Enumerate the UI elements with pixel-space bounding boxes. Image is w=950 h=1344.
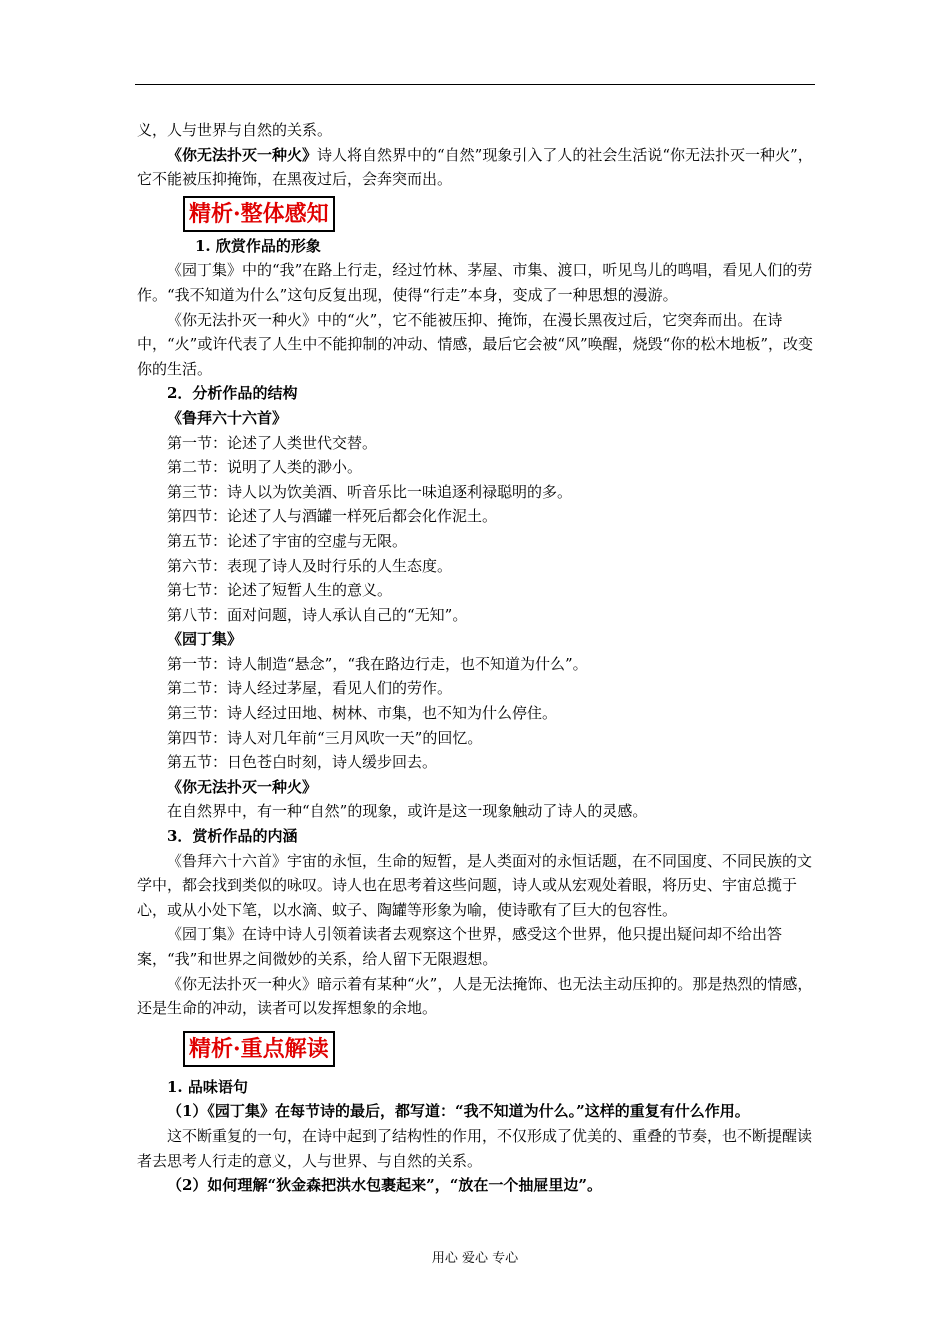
poem1-line: 第四节：论述了人与酒罐一样死后都会化作泥土。 (167, 507, 498, 526)
section2-heading-wrap (137, 1031, 813, 1067)
book-title: 《你无法扑灭一种火》 (167, 145, 318, 164)
poem1-line: 第七节：论述了短暂人生的意义。 (167, 581, 393, 600)
poem2-line: 第一节：诗人制造“悬念”，“我在路边行走，也不知道为什么”。 (167, 654, 588, 673)
section1-heading-wrap (137, 196, 813, 232)
section1-item3-p2: 《园丁集》在诗中诗人引领着读者去观察这个世界，感受这个世界，他只提出疑问却不给出答案，“我”和世界之间微妙的关系，给人留下无限遐想。 (137, 925, 783, 968)
poem1-line: 第一节：论述了人类世代交替。 (167, 433, 378, 452)
poem2-line: 第四节：诗人对几年前“三月风吹一天”的回忆。 (167, 728, 483, 747)
page-footer: 用心 爱心 专心 (431, 1251, 519, 1266)
section1-item2-title: 2．分析作品的结构 (167, 384, 298, 403)
poem1-line: 第六节：表现了诗人及时行乐的人生态度。 (167, 556, 453, 575)
question-2: （2）如何理解“狄金森把洪水包裹起来”，“放在一个抽屉里边”。 (167, 1176, 602, 1195)
poem2-line: 第二节：诗人经过茅屋，看见人们的劳作。 (167, 679, 453, 698)
section1-item1-p2: 《你无法扑灭一种火》中的“火”，它不能被压抑、掩饰，在漫长黑夜过后，它突奔而出。在诗中，“火”或许代表了人生中不能抑制的冲动、情感，最后它会被“风”唤醒，烧毁“你的松木地板”，改变你的生活。 (137, 310, 814, 378)
section1-item1-title: 1. 欣赏作品的形象 (195, 236, 321, 255)
document-body (137, 118, 813, 1198)
intro-line: 义，人与世界与自然的关系。 (137, 121, 333, 139)
section2-heading: 精析·重点解读 (183, 1031, 335, 1067)
section1-item3-p3: 《你无法扑灭一种火》暗示着有某种“火”，人是无法掩饰、也无法主动压抑的。那是热烈的情感，还是生命的冲动，读者可以发挥想象的余地。 (137, 974, 813, 1018)
poem2-line: 第五节：日色苍白时刻，诗人缓步回去。 (167, 753, 438, 772)
poem3-title: 《你无法扑灭一种火》 (167, 777, 318, 796)
header-rule (135, 84, 815, 85)
poem2-title: 《园丁集》 (167, 630, 243, 649)
intro-paragraph-text: 诗人将自然界中的“自然”现象引入了人的社会生活说“你无法扑灭一种火”，它不能被压抑掩饰，在黑夜过后，会奔突而出。 (137, 145, 813, 189)
section1-item1-p1: 《园丁集》中的“我”在路上行走，经过竹林、茅屋、市集、渡口，听见鸟儿的鸣唱，看见人们的劳作。“我不知道为什么”这句反复出现，使得“行走”本身，变成了一种思想的漫游。 (137, 261, 813, 304)
question-1: （1）《园丁集》在每节诗的最后，都写道：“我不知道为什么。”这样的重复有什么作用。 (167, 1102, 750, 1121)
section1-heading: 精析·整体感知 (183, 196, 335, 232)
section1-item3-p1: 《鲁拜六十六首》宇宙的永恒，生命的短暂，是人类面对的永恒话题，在不同国度、不同民族的文学中，都会找到类似的咏叹。诗人也在思考着这些问题，诗人或从宏观处着眼，将历史、宇宙总揽于心，或从小处下笔，以水滴、蚊子、陶罐等形象为喻，使诗歌有了巨大的包容性。 (137, 851, 813, 919)
poem1-line: 第二节：说明了人类的渺小。 (167, 458, 363, 477)
intro-paragraph (137, 143, 813, 192)
poem1-line: 第三节：诗人以为饮美酒、听音乐比一味追逐利禄聪明的多。 (167, 482, 573, 501)
section2-item1-title: 1. 品味语句 (167, 1077, 248, 1096)
poem2-line: 第三节：诗人经过田地、树林、市集，也不知为什么停住。 (167, 704, 558, 723)
poem1-line: 第五节：论述了宇宙的空虚与无限。 (167, 531, 408, 550)
poem1-title: 《鲁拜六十六首》 (167, 408, 288, 427)
section1-item3-title: 3．赏析作品的内涵 (167, 827, 298, 846)
poem1-line: 第八节：面对问题，诗人承认自己的“无知”。 (167, 605, 468, 624)
poem3-line: 在自然界中，有一种“自然”的现象，或许是这一现象触动了诗人的灵感。 (167, 802, 648, 821)
answer-1: 这不断重复的一句，在诗中起到了结构性的作用，不仅形成了优美的、重叠的节奏，也不断提醒读者去思考人行走的意义，人与世界、与自然的关系。 (137, 1126, 813, 1170)
